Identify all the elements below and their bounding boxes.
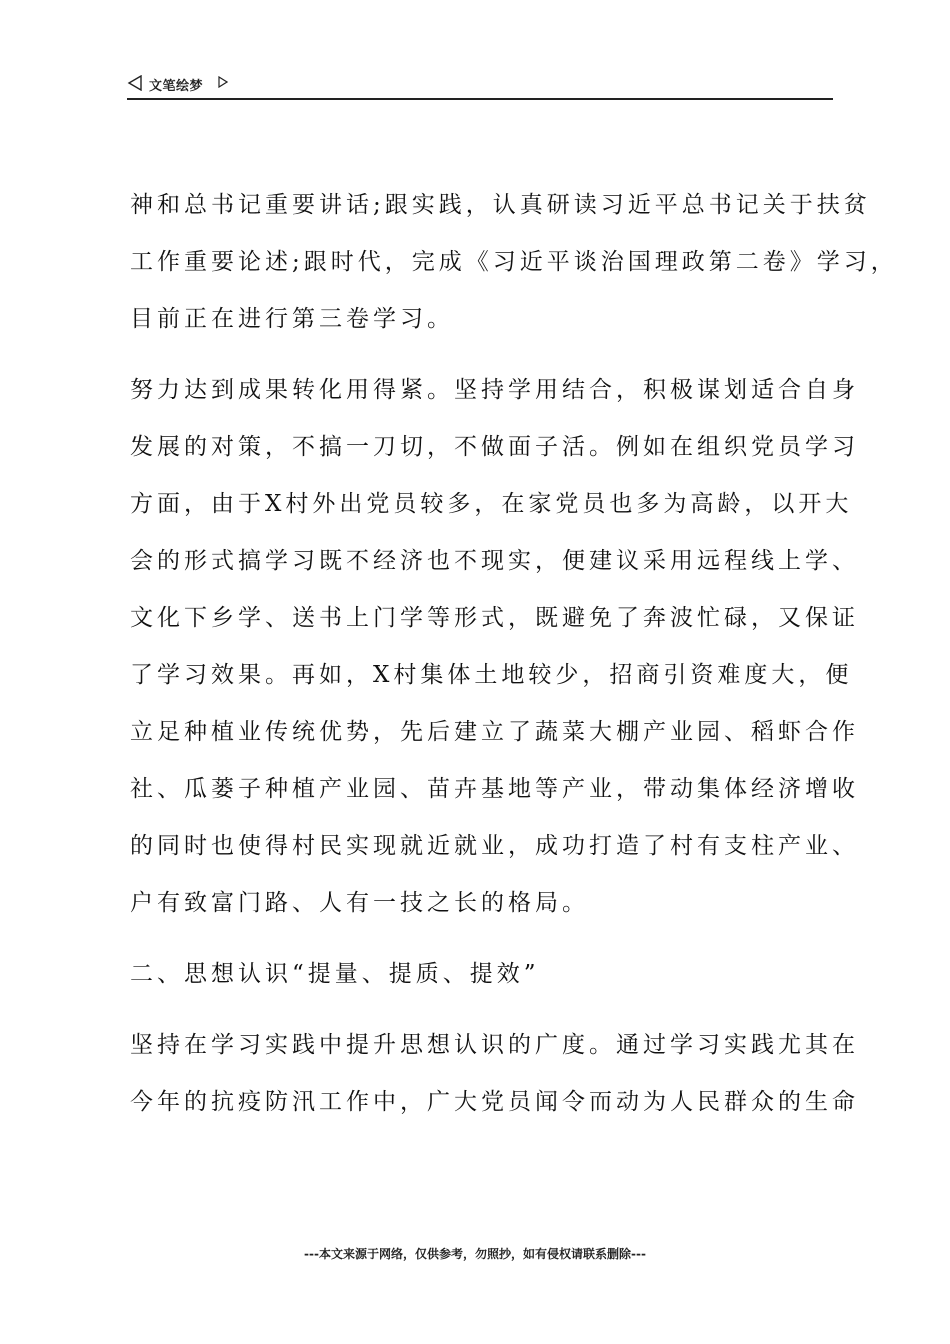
body-line: 的同时也使得村民实现就近就业，成功打造了村有支柱产业、 xyxy=(130,833,859,859)
body-line: 户有致富门路、人有一技之长的格局。 xyxy=(130,890,589,916)
body-line: 会的形式搞学习既不经济也不现实，便建议采用远程线上学、 xyxy=(130,548,859,574)
body-line: 立足种植业传统优势，先后建立了蔬菜大棚产业园、稻虾合作 xyxy=(130,719,859,745)
body-line: 坚持在学习实践中提升思想认识的广度。通过学习实践尤其在 xyxy=(130,1032,859,1058)
body-line: 努力达到成果转化用得紧。坚持学用结合，积极谋划适合自身 xyxy=(130,377,859,403)
body-line: 方面，由于X村外出党员较多，在家党员也多为高龄，以开大 xyxy=(130,491,853,517)
body-line: 今年的抗疫防汛工作中，广大党员闻令而动为人民群众的生命 xyxy=(130,1089,859,1115)
page-header xyxy=(127,72,833,100)
body-line: 文化下乡学、送书上门学等形式，既避免了奔波忙碌，又保证 xyxy=(130,605,859,631)
body-line: 了学习效果。再如，X村集体土地较少，招商引资难度大，便 xyxy=(130,662,853,688)
triangle-right-outline-icon xyxy=(218,76,228,88)
section-heading: 二、思想认识“提量、提质、提效” xyxy=(130,961,540,987)
triangle-left-outline-icon xyxy=(127,75,143,91)
body-line: 目前正在进行第三卷学习。 xyxy=(130,306,454,332)
footer-disclaimer: ---本文来源于网络，仅供参考，勿照抄，如有侵权请联系删除--- xyxy=(304,1247,646,1261)
body-line: 发展的对策，不搞一刀切，不做面子活。例如在组织党员学习 xyxy=(130,434,859,460)
body-line: 神和总书记重要讲话;跟实践，认真研读习近平总书记关于扶贫 xyxy=(130,192,871,218)
body-line: 工作重要论述;跟时代，完成《习近平谈治国理政第二卷》学习， xyxy=(130,249,898,275)
header-title: 文笔绘梦 xyxy=(149,79,204,94)
body-line: 社、瓜蒌子种植产业园、苗卉基地等产业，带动集体经济增收 xyxy=(130,776,859,802)
